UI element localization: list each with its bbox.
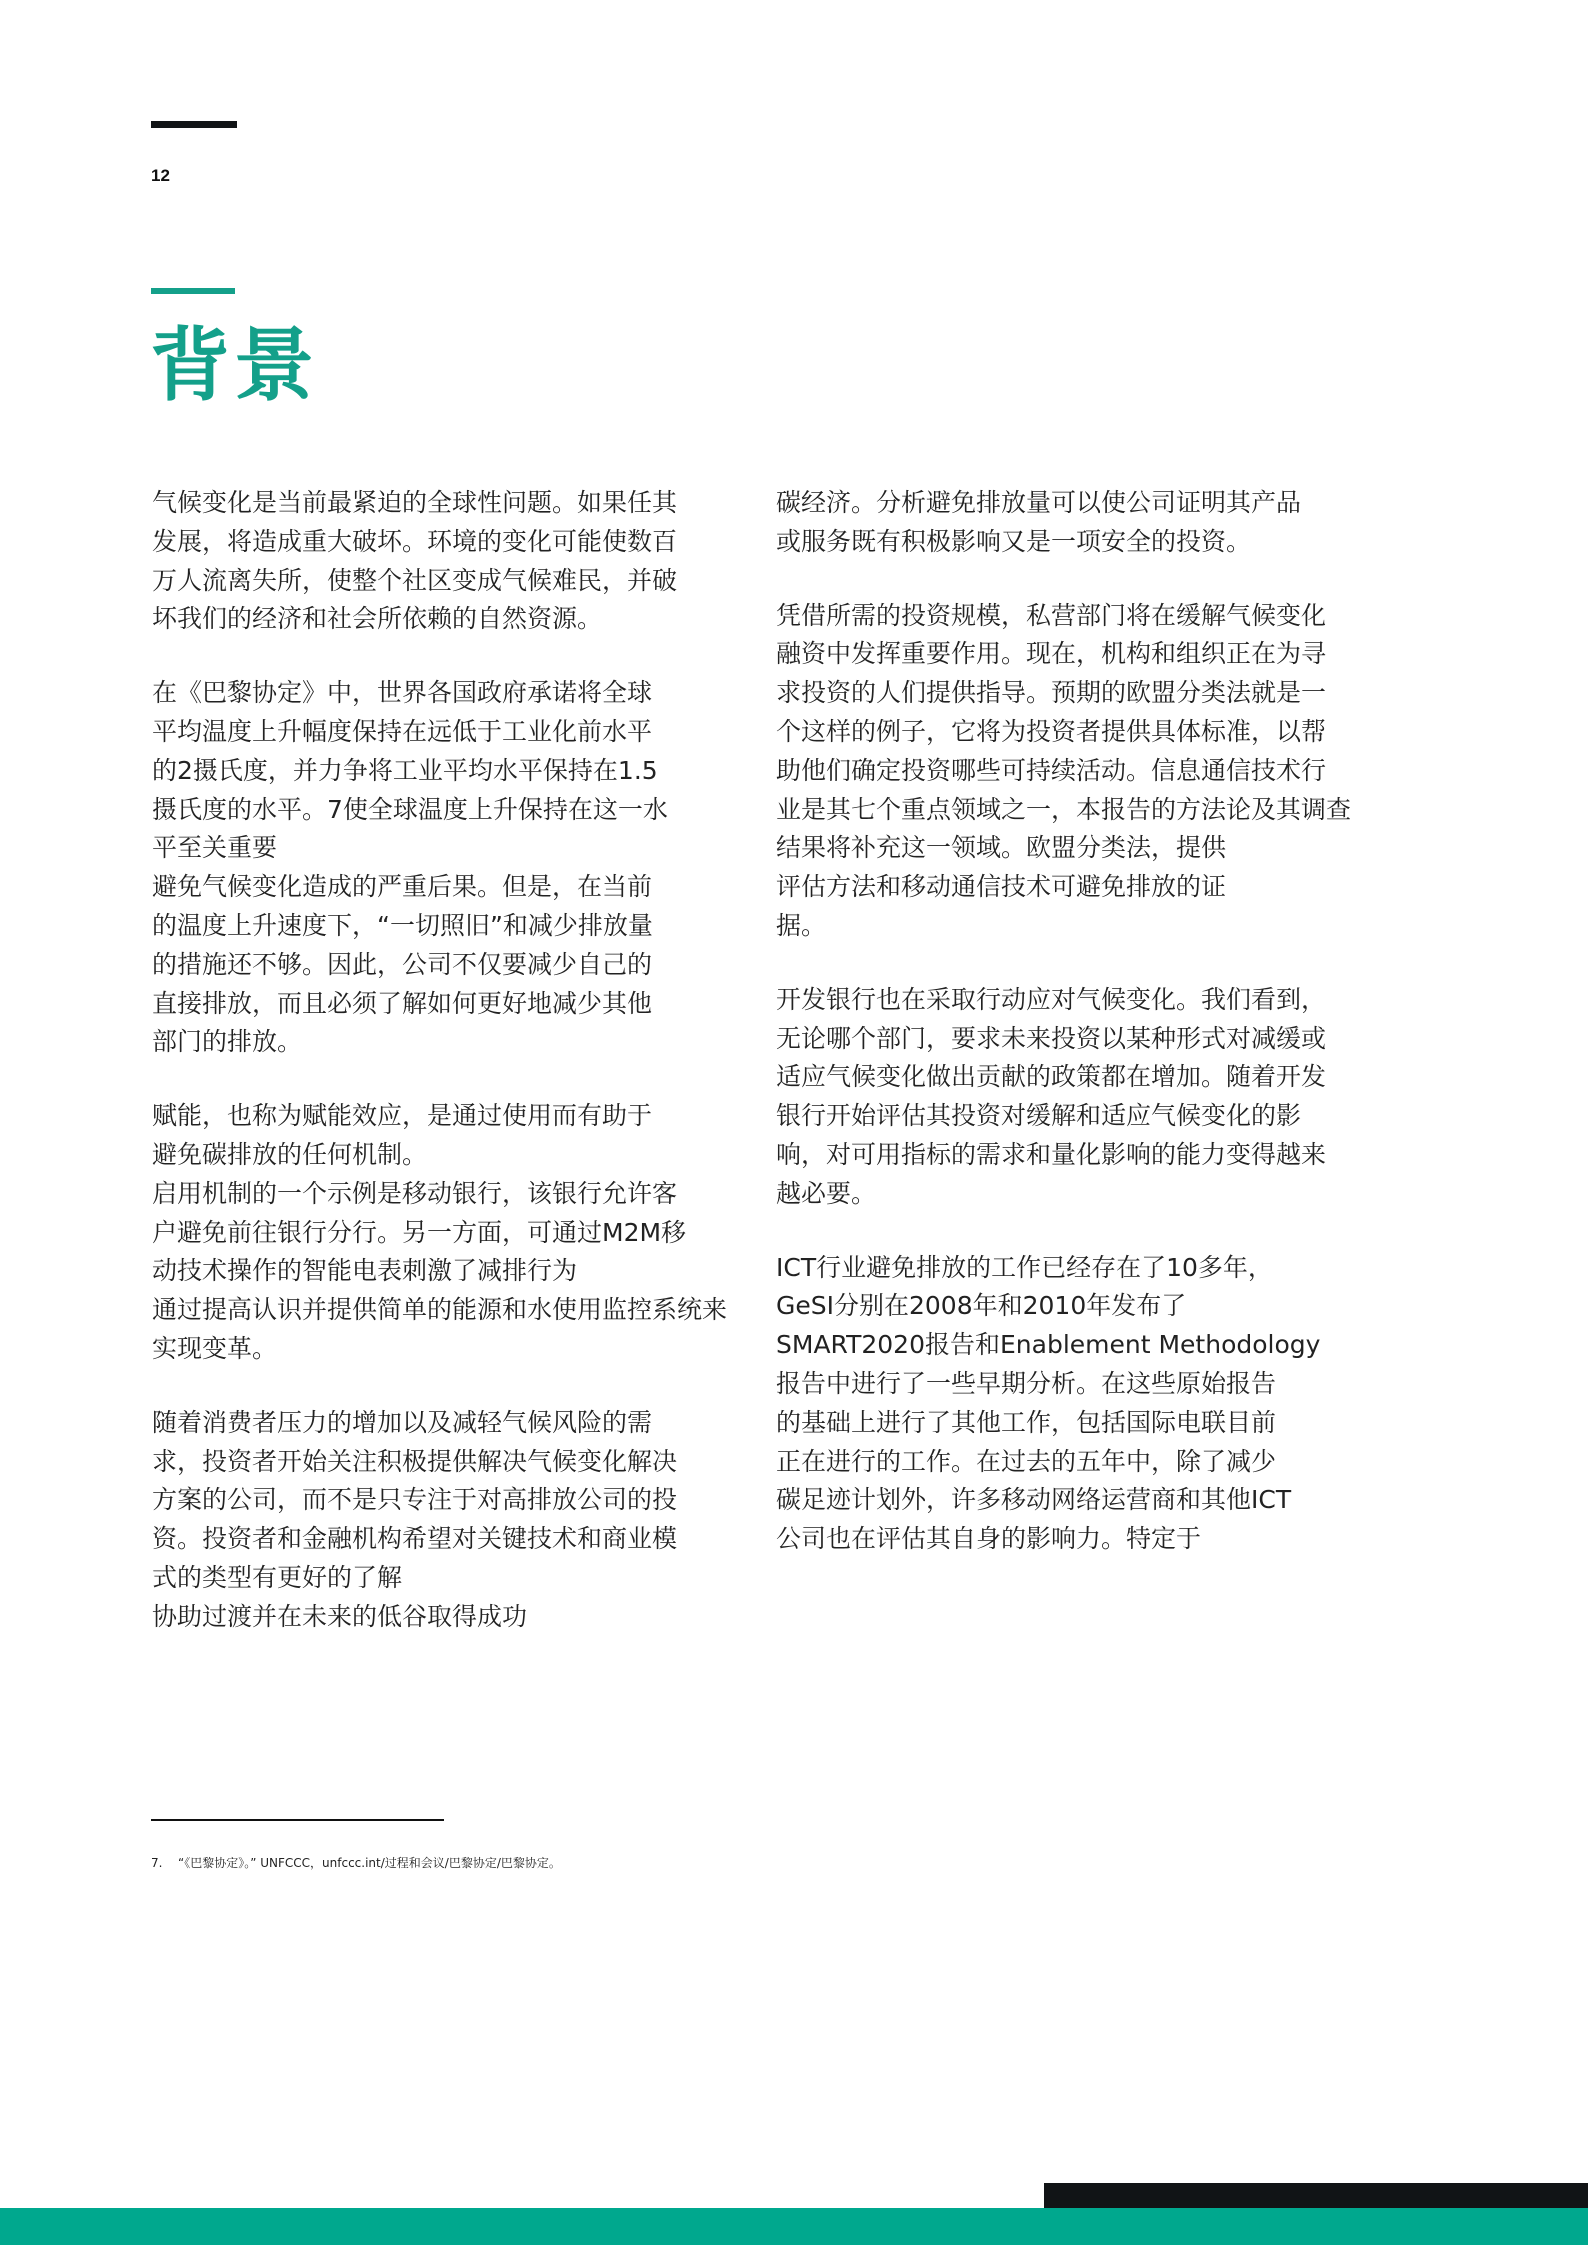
paragraph xyxy=(776,597,1386,946)
paragraph-line: 正在进行的工作。在过去的五年中，除了减少 xyxy=(776,1446,1277,1476)
paragraph-line: 越必要。 xyxy=(776,1178,877,1208)
paragraph-line: 评估方法和移动通信技术可避免排放的证 xyxy=(776,872,1227,902)
paragraph-line: 避免气候变化造成的严重后果。但是，在当前 xyxy=(152,872,653,902)
paragraph-line: 坏我们的经济和社会所依赖的自然资源。 xyxy=(152,604,603,634)
paragraph-line: 或服务既有积极影响又是一项安全的投资。 xyxy=(776,526,1252,556)
paragraph-line: 式的类型有更好的了解 xyxy=(152,1562,403,1592)
paragraph-line: 方案的公司，而不是只专注于对高排放公司的投 xyxy=(152,1485,678,1515)
footer-dark-bar xyxy=(1044,2183,1588,2209)
paragraph-line: 在《巴黎协定》中，世界各国政府承诺将全球 xyxy=(152,678,653,708)
footnote-text: “《巴黎协定》。” UNFCCC，unfccc.int/过程和会议/巴黎协定/巴黎协定。 xyxy=(178,1856,561,1870)
paragraph-line: 的2摄氏度，并力争将工业平均水平保持在1.5 xyxy=(152,755,658,785)
right-column xyxy=(776,484,1386,1594)
paragraph-line: 启用机制的一个示例是移动银行，该银行允许客 xyxy=(152,1178,678,1208)
paragraph-line: 平至关重要 xyxy=(152,833,278,863)
paragraph-line: GeSI分别在2008年和2010年发布了 xyxy=(776,1291,1187,1321)
page-title: 背景 xyxy=(150,319,318,412)
paragraph-line: 赋能，也称为赋能效应，是通过使用而有助于 xyxy=(152,1101,653,1131)
paragraph-line: 银行开始评估其投资对缓解和适应气候变化的影 xyxy=(776,1101,1302,1131)
paragraph-line: 实现变革。 xyxy=(152,1333,278,1363)
footnote xyxy=(151,1854,561,1871)
paragraph-line: 个这样的例子，它将为投资者提供具体标准，以帮 xyxy=(776,716,1327,746)
paragraph-line: 随着消费者压力的增加以及减轻气候风险的需 xyxy=(152,1407,653,1437)
paragraph-line: 碳足迹计划外，许多移动网络运营商和其他ICT xyxy=(776,1485,1292,1515)
paragraph-line: 融资中发挥重要作用。现在，机构和组织正在为寻 xyxy=(776,639,1327,669)
paragraph-line: 的基础上进行了其他工作，包括国际电联目前 xyxy=(776,1407,1277,1437)
paragraph-line: 万人流离失所，使整个社区变成气候难民，并破 xyxy=(152,565,678,595)
paragraph-line: 响，对可用指标的需求和量化影响的能力变得越来 xyxy=(776,1139,1327,1169)
title-accent-rule xyxy=(151,288,235,294)
paragraph-line: 结果将补充这一领域。欧盟分类法，提供 xyxy=(776,833,1227,863)
paragraph-line: 无论哪个部门，要求未来投资以某种形式对减缓或 xyxy=(776,1023,1327,1053)
paragraph xyxy=(152,1097,752,1369)
paragraph-line: 避免碳排放的任何机制。 xyxy=(152,1139,428,1169)
paragraph-line: 户避免前往银行分行。另一方面，可通过M2M移 xyxy=(152,1217,687,1247)
paragraph-line: 凭借所需的投资规模，私营部门将在缓解气候变化 xyxy=(776,600,1327,630)
paragraph-line: 求投资的人们提供指导。预期的欧盟分类法就是一 xyxy=(776,678,1327,708)
paragraph-line: 摄氏度的水平。7使全球温度上升保持在这一水 xyxy=(152,794,668,824)
paragraph xyxy=(152,484,752,639)
paragraph-line: 业是其七个重点领域之一，本报告的方法论及其调查 xyxy=(776,794,1352,824)
paragraph-line: SMART2020报告和Enablement Methodology xyxy=(776,1330,1321,1360)
paragraph-line: 碳经济。分析避免排放量可以使公司证明其产品 xyxy=(776,488,1302,517)
paragraph-line: 气候变化是当前最紧迫的全球性问题。如果任其 xyxy=(152,488,678,517)
paragraph-line: 报告中进行了一些早期分析。在这些原始报告 xyxy=(776,1368,1277,1398)
paragraph-line: 通过提高认识并提供简单的能源和水使用监控系统来 xyxy=(152,1295,728,1325)
footer-teal-band xyxy=(0,2208,1588,2245)
paragraph-line: 公司也在评估其自身的影响力。特定于 xyxy=(776,1524,1202,1554)
footnote-number: 7. xyxy=(151,1856,163,1870)
paragraph-line: 的温度上升速度下，“一切照旧”和减少排放量 xyxy=(152,910,653,940)
left-column xyxy=(152,484,752,1672)
paragraph-line: 直接排放，而且必须了解如何更好地减少其他 xyxy=(152,988,653,1018)
paragraph-line: 协助过渡并在未来的低谷取得成功 xyxy=(152,1601,528,1631)
page-number: 12 xyxy=(151,166,170,185)
paragraph-line: 的措施还不够。因此，公司不仅要减少自己的 xyxy=(152,949,653,979)
paragraph-line: ICT行业避免排放的工作已经存在了10多年， xyxy=(776,1252,1273,1282)
paragraph-line: 资。投资者和金融机构希望对关键技术和商业模 xyxy=(152,1524,678,1554)
paragraph-line: 据。 xyxy=(776,910,827,940)
footnote-divider xyxy=(151,1819,444,1821)
paragraph-line: 平均温度上升幅度保持在远低于工业化前水平 xyxy=(152,716,653,746)
paragraph-line: 发展，将造成重大破坏。环境的变化可能使数百 xyxy=(152,526,678,556)
paragraph-line: 求，投资者开始关注积极提供解决气候变化解决 xyxy=(152,1446,678,1476)
paragraph xyxy=(152,674,752,1062)
paragraph-line: 助他们确定投资哪些可持续活动。信息通信技术行 xyxy=(776,755,1327,785)
paragraph xyxy=(776,981,1386,1214)
paragraph-line: 开发银行也在采取行动应对气候变化。我们看到， xyxy=(776,984,1327,1014)
paragraph xyxy=(776,1249,1386,1559)
paragraph xyxy=(776,484,1386,562)
paragraph-line: 动技术操作的智能电表刺激了减排行为 xyxy=(152,1256,578,1286)
header-rule xyxy=(151,121,237,128)
paragraph-line: 部门的排放。 xyxy=(152,1027,303,1057)
paragraph xyxy=(152,1404,752,1637)
paragraph-line: 适应气候变化做出贡献的政策都在增加。随着开发 xyxy=(776,1062,1327,1092)
